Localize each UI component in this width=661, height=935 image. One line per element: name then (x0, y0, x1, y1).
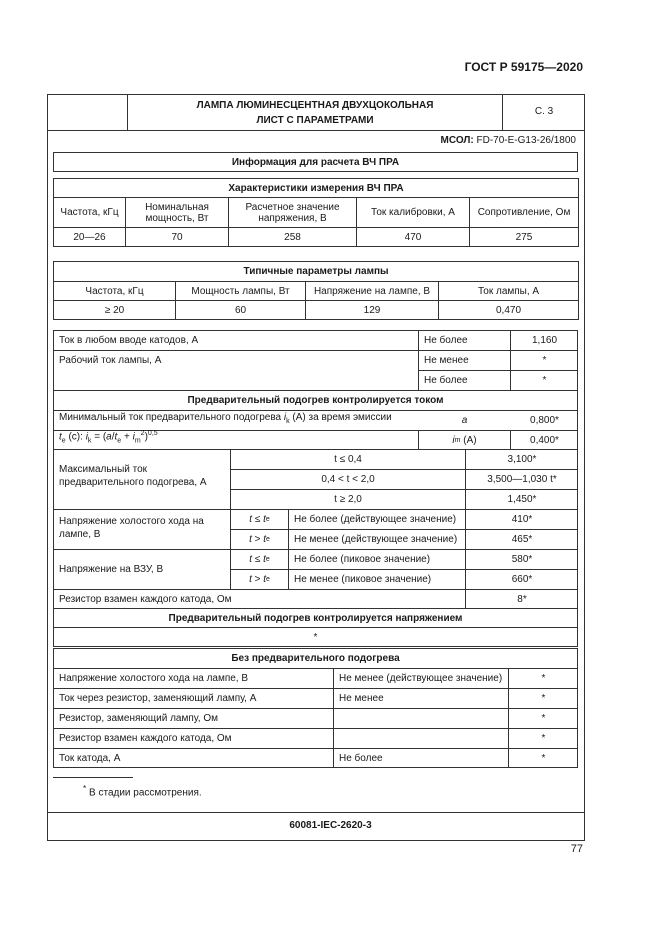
column-header: Ток лампы, А (439, 282, 579, 301)
ocv-time-cond-1: t ≤ t e (249, 513, 270, 525)
vzu-cond-1: Не более (пиковое значение) (294, 553, 431, 565)
sheet-number: С. 3 (534, 106, 554, 117)
max-preheat-cond-2: 0,4 < t < 2,0 (321, 473, 375, 485)
mcol-value: FD-70-E-G13-26/1800 (476, 135, 576, 146)
mcol-designation (441, 135, 576, 146)
no-preheat-row-cond: Не более (339, 752, 383, 764)
table-cell: 275 (470, 228, 579, 247)
no-preheat-section (53, 648, 578, 768)
no-preheat-row-label: Напряжение холостого хода на лампе, В (59, 672, 249, 684)
no-preheat-row-label: Резистор взамен каждого катода, Ом (59, 732, 232, 744)
table-cell: 60 (176, 301, 306, 320)
min-preheat-value-a: 0,800* (530, 414, 559, 426)
table-cell: 470 (357, 228, 470, 247)
lamp-current-min-cond: Не менее (424, 354, 469, 366)
max-preheat-value-1: 3,100* (507, 453, 537, 465)
ocv-value-1: 410* (511, 513, 533, 525)
vzu-cond-2: Не менее (пиковое значение) (294, 573, 432, 585)
measurement-title: Характеристики измерения ВЧ ПРА (54, 179, 579, 198)
vzu-time-cond-2: t > t e (249, 573, 270, 585)
preheat-voltage-title: Предварительный подогрев контролируется напряжением (54, 609, 577, 628)
mcol-label: МСОЛ: (440, 135, 474, 146)
page-number: 77 (570, 843, 583, 855)
preheat-voltage-section (53, 609, 578, 647)
footnote (83, 783, 202, 798)
no-preheat-row-cond: Не менее (339, 692, 384, 704)
table-cell: 70 (126, 228, 229, 247)
min-preheat-label-tail: (А) за время эмиссии (292, 412, 392, 423)
hf-info-section (53, 152, 578, 172)
hf-info-title: Информация для расчета ВЧ ПРА (231, 156, 400, 168)
ocv-cond-2: Не менее (действующее значение) (294, 533, 458, 545)
max-preheat-value-2: 3,500—1,030 t* (487, 473, 557, 485)
measurement-table (53, 178, 579, 247)
preheat-current-lower (53, 449, 578, 609)
column-header: Мощность лампы, Вт (176, 282, 306, 301)
column-header: Напряжение на лампе, В (306, 282, 439, 301)
no-preheat-row-label: Резистор, заменяющий лампу, Ом (59, 712, 218, 724)
ocv-value-2: 465* (511, 533, 533, 545)
min-preheat-formula: $t_e$ (c): $i_k = (a/t_e + i_m^2)^{0,5}$ (59, 430, 158, 445)
cathode-current-cond: Не более (424, 334, 468, 346)
min-preheat-value-im: 0,400* (530, 434, 559, 446)
lamp-current-max-cond: Не более (424, 374, 468, 386)
min-preheat-param-a: a (461, 414, 468, 426)
sheet-title-line2: ЛИСТ С ПАРАМЕТРАМИ (256, 115, 374, 126)
typical-params-title: Типичные параметры лампы (54, 262, 579, 282)
min-preheat-param-im: i m (А) (452, 434, 477, 446)
standard-number: ГОСТ Р 59175—2020 (464, 60, 583, 74)
vzu-label: Напряжение на ВЗУ, В (59, 563, 164, 575)
max-preheat-cond-3: t ≥ 2,0 (334, 493, 362, 505)
column-header: Номинальная мощность, Вт (126, 198, 229, 228)
bottom-separator (47, 812, 585, 813)
column-header: Расчетное значение напряжения, В (229, 198, 357, 228)
ocv-label: Напряжение холостого хода на лампе, В (59, 516, 204, 540)
column-header: Частота, кГц (54, 282, 176, 301)
footnote-rule (53, 777, 133, 778)
lamp-current-label: Рабочий ток лампы, А (59, 354, 162, 366)
ocv-time-cond-2: t > t e (249, 533, 270, 545)
preheat-current-title: Предварительный подогрев контролируется током (187, 394, 444, 406)
footnote-mark: * (83, 783, 87, 793)
min-preheat-label-text: Минимальный ток предварительного подогрева (59, 412, 282, 423)
table-cell: 0,470 (439, 301, 579, 320)
no-preheat-title: Без предварительного подогрева (231, 652, 400, 664)
max-preheat-cond-1: t ≤ 0,4 (334, 453, 362, 465)
sheet-code: 60081-IEC-2620-3 (289, 820, 372, 831)
lamp-current-min-value: * (542, 354, 547, 366)
footnote-text: В стадии рассмотрения. (89, 787, 202, 799)
column-header: Сопротивление, Ом (470, 198, 579, 228)
vzu-value-2: 660* (511, 573, 533, 585)
max-preheat-value-3: 1,450* (507, 493, 537, 505)
table-cell: ≥ 20 (54, 301, 176, 320)
sheet-title-line1: ЛАМПА ЛЮМИНЕСЦЕНТНАЯ ДВУХЦОКОЛЬНАЯ (196, 100, 434, 111)
no-preheat-row-label: Ток катода, А (59, 752, 121, 764)
no-preheat-row-value: * (541, 712, 546, 724)
no-preheat-row-value: * (541, 752, 546, 764)
vzu-value-1: 580* (511, 553, 533, 565)
column-header: Ток калибровки, А (357, 198, 470, 228)
cathode-current-label: Ток в любом вводе катодов, А (59, 334, 199, 346)
min-preheat-label: Минимальный ток предварительного подогрева $i_k$ (А) за время эмиссии $t_e$ (c): $i_k = (a/t_e + i_m^2)^{0,5}$ (59, 412, 414, 447)
column-header: Частота, кГц (54, 198, 126, 228)
table-cell: 20—26 (54, 228, 126, 247)
no-preheat-row-cond: Не менее (действующее значение) (339, 672, 503, 684)
lamp-current-max-value: * (542, 374, 547, 386)
max-preheat-label: Максимальный ток предварительного подогрева, А (59, 464, 207, 488)
typical-params-table (53, 261, 579, 320)
resistor-label: Резистор взамен каждого катода, Ом (59, 593, 232, 605)
ocv-cond-1: Не более (действующее значение) (294, 513, 457, 525)
resistor-value: 8* (517, 593, 527, 605)
vzu-time-cond-1: t ≤ t e (249, 553, 270, 565)
table-cell: 258 (229, 228, 357, 247)
no-preheat-row-value: * (541, 672, 546, 684)
no-preheat-row-label: Ток через резистор, заменяющий лампу, А (59, 692, 257, 704)
preheat-voltage-value: * (313, 631, 318, 643)
table-cell: 129 (306, 301, 439, 320)
cathode-current-value: 1,160 (531, 334, 558, 346)
sheet-title (128, 98, 502, 128)
no-preheat-row-value: * (541, 732, 546, 744)
no-preheat-row-value: * (541, 692, 546, 704)
